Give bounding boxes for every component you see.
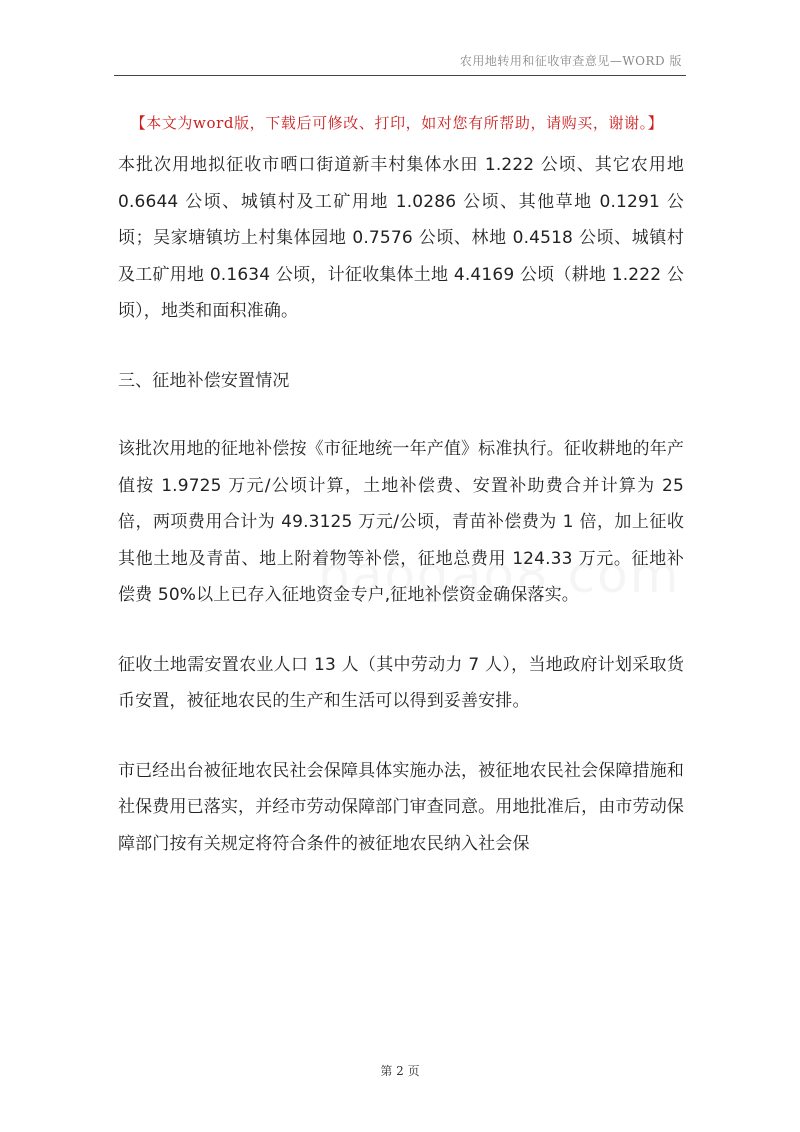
- download-notice: 【本文为word版，下载后可修改、打印，如对您有所帮助，请购买，谢谢。】: [130, 114, 664, 132]
- header-rule: [114, 75, 686, 76]
- page-number: 第 2 页: [380, 1064, 420, 1078]
- paragraph-resettlement: 征收土地需安置农业人口 13 人（其中劳动力 7 人），当地政府计划采取货币安置，被征地农民的生产和生活可以得到妥善安排。: [118, 654, 684, 711]
- paragraph-land-area: 本批次用地拟征收市晒口街道新丰村集体水田 1.222 公顷、其它农用地 0.6644 公顷、城镇村及工矿用地 1.0286 公顷、其他草地 0.1291 公顷；吴家塘镇坊上村集体园地 0.7576 公顷、林地 0.4518 公顷、城镇村及工矿用地 0.1634 公顷，计征收集体土地 4.4169 公顷（耕地 1.222 公顷），地类和面积准确。: [118, 155, 684, 321]
- document-body: [118, 112, 684, 862]
- running-header: 农用地转用和征收审查意见—WORD 版: [459, 54, 682, 68]
- paragraph-social-security: 市已经出台被征地农民社会保障具体实施办法，被征地农民社会保障措施和社保费用已落实，并经市劳动保障部门审查同意。用地批准后，由市劳动保障部门按有关规定将符合条件的被征地农民纳入社会保: [118, 760, 684, 854]
- paragraph-compensation: 该批次用地的征地补偿按《市征地统一年产值》标准执行。征收耕地的年产值按 1.9725 万元/公顷计算，土地补偿费、安置补助费合并计算为 25 倍，两项费用合计为 49.3125 万元/公顷，青苗补偿费为 1 倍，加上征收其他土地及青苗、地上附着物等补偿，征地总费用 124.33 万元。征地补偿费 50%以上已存入征地资金专户,征地补偿资金确保落实。: [118, 439, 684, 605]
- section-heading-3: 三、征地补偿安置情况: [118, 370, 290, 391]
